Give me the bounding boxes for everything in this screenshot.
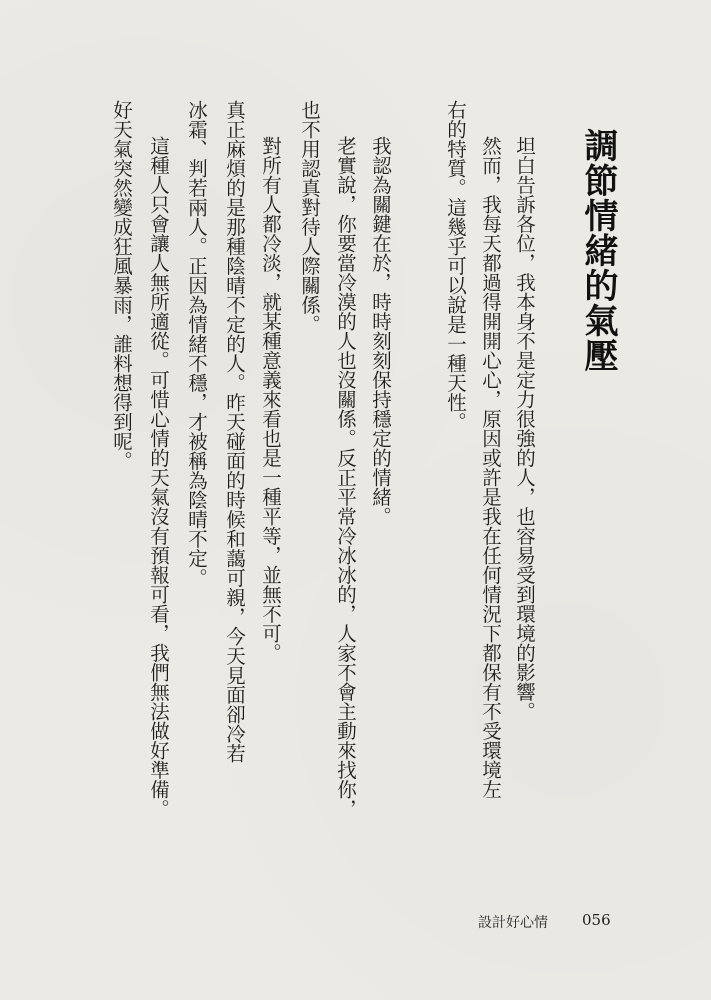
text-column-4: 我認為關鍵在於，時時刻刻保持穩定的情緒。 xyxy=(369,136,392,526)
text-column-5: 老實說，你要當冷漠的人也沒關係。反正平常冷冰冰的，人家不會主動來找你， xyxy=(334,136,357,819)
text-column-1: 坦白告訴各位，我本身不是定力很強的人，也容易受到環境的影響。 xyxy=(513,136,536,721)
section-title: 調節情緒的氣壓 xyxy=(578,128,618,373)
text-column-10: 這種人只會讓人無所適從。可惜心情的天氣沒有預報可看，我們無法做好準備。 xyxy=(147,136,170,819)
page-number: 056 xyxy=(582,911,611,929)
running-footer-book-title: 設計好心情 xyxy=(478,915,548,931)
text-column-9: 冰霜、判若兩人。正因為情緒不穩，才被稱為陰晴不定。 xyxy=(185,100,208,588)
text-column-11: 好天氣突然變成狂風暴雨，誰料想得到呢。 xyxy=(110,100,133,471)
text-column-3: 右的特質。這幾乎可以說是一種天性。 xyxy=(444,100,467,432)
text-column-7: 對所有人都冷淡，就某種意義來看也是一種平等，並無不可。 xyxy=(259,136,282,663)
text-column-2: 然而，我每天都過得開開心心，原因或許是我在任何情況下都保有不受環境左 xyxy=(479,136,502,799)
text-column-6: 也不用認真對待人際關係。 xyxy=(298,100,321,334)
text-column-8: 真正麻煩的是那種陰晴不定的人。昨天碰面的時候和藹可親，今天見面卻冷若 xyxy=(223,100,246,763)
